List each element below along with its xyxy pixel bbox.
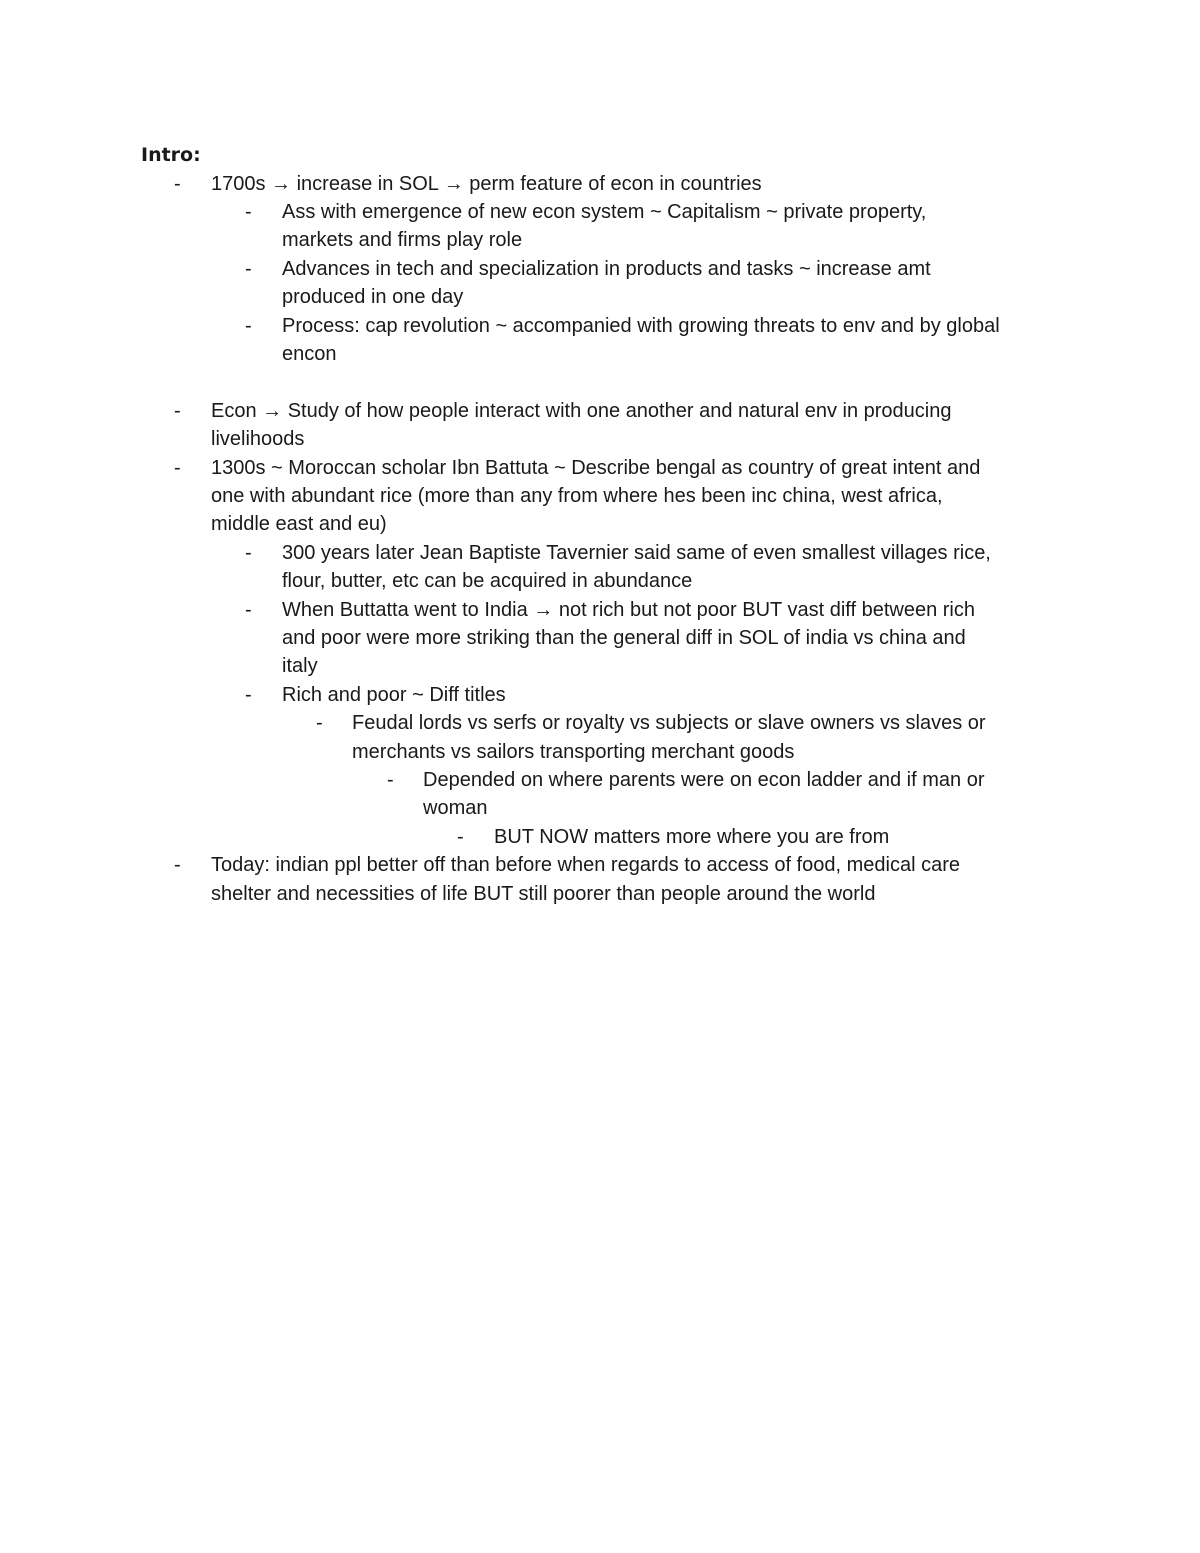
bullet-item-line: woman <box>423 797 488 820</box>
bullet-item-line: merchants vs sailors transporting merchant goods <box>352 740 795 763</box>
bullet-item-line: middle east and eu) <box>211 513 387 536</box>
bullet-dash: - <box>245 257 252 280</box>
bullet-dash: - <box>457 825 464 848</box>
bullet-dash: - <box>245 541 252 564</box>
bullet-item-line: Advances in tech and specialization in products and tasks ~ increase amt <box>282 257 931 280</box>
bullet-item-line: Depended on where parents were on econ ladder and if man or <box>423 768 985 791</box>
bullet-item-line: flour, butter, etc can be acquired in abundance <box>282 570 693 593</box>
bullet-item-line: Rich and poor ~ Diff titles <box>282 683 506 706</box>
bullet-dash: - <box>174 854 181 877</box>
bullet-dash: - <box>245 683 252 706</box>
bullet-dash: - <box>245 598 252 621</box>
bullet-dash: - <box>174 456 181 479</box>
bullet-dash: - <box>387 768 394 791</box>
bullet-item-line: BUT NOW matters more where you are from <box>494 825 890 848</box>
bullet-item-line: one with abundant rice (more than any from where hes been inc china, west africa, <box>211 484 943 507</box>
bullet-item-line: When Buttatta went to India → not rich but not poor BUT vast diff between rich <box>282 598 975 621</box>
bullet-item-line: italy <box>282 655 318 678</box>
bullet-item-line: markets and firms play role <box>282 229 523 252</box>
bullet-item-line: Econ → Study of how people interact with one another and natural env in producing <box>211 399 952 422</box>
bullet-item-line: Ass with emergence of new econ system ~ Capitalism ~ private property, <box>282 200 927 223</box>
bullet-item-line: 1300s ~ Moroccan scholar Ibn Battuta ~ Describe bengal as country of great intent and <box>211 456 981 479</box>
bullet-dash: - <box>245 200 252 223</box>
bullet-item-line: 300 years later Jean Baptiste Tavernier said same of even smallest villages rice, <box>282 541 991 564</box>
bullet-item-line: shelter and necessities of life BUT still poorer than people around the world <box>211 882 876 905</box>
bullet-item-line: 1700s → increase in SOL → perm feature of econ in countries <box>211 172 762 195</box>
bullet-item-line: produced in one day <box>282 286 464 309</box>
bullet-item-line: encon <box>282 342 337 365</box>
bullet-item-line: Today: indian ppl better off than before when regards to access of food, medical care <box>211 854 960 877</box>
bullet-dash: - <box>174 172 181 195</box>
bullet-dash: - <box>174 399 181 422</box>
bullet-dash: - <box>316 712 323 735</box>
bullet-item-line: livelihoods <box>211 428 305 451</box>
bullet-item-line: and poor were more striking than the general diff in SOL of india vs china and <box>282 626 966 649</box>
bullet-dash: - <box>245 314 252 337</box>
bullet-item-line: Process: cap revolution ~ accompanied with growing threats to env and by global <box>282 314 1000 337</box>
section-heading: Intro: <box>141 144 201 166</box>
bullet-item-line: Feudal lords vs serfs or royalty vs subjects or slave owners vs slaves or <box>352 712 986 735</box>
